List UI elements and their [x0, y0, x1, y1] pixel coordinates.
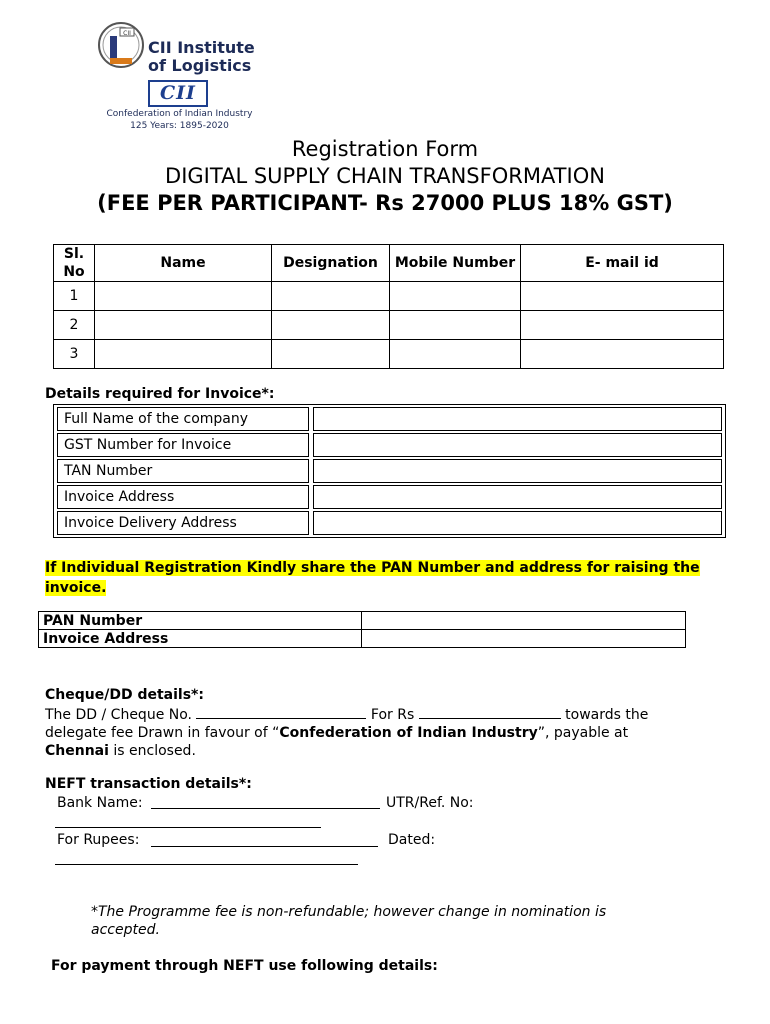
table-row [54, 311, 724, 340]
designation-cell[interactable] [272, 311, 390, 340]
participants-table [53, 244, 724, 369]
gst-number-label: GST Number for Invoice [57, 433, 309, 457]
pan-invoice-address-label: Invoice Address [39, 630, 362, 648]
dated-blank[interactable] [55, 864, 358, 865]
individual-registration-note [45, 557, 735, 597]
table-row [39, 630, 686, 648]
svg-text:CII: CII [123, 30, 131, 37]
cheque-text-2: For Rs [370, 707, 415, 723]
designation-cell[interactable] [272, 340, 390, 369]
logo-title-line1: CII Institute [148, 38, 255, 57]
header-name: Name [95, 245, 272, 282]
dated-label: Dated: [388, 832, 436, 848]
table-row [54, 340, 724, 369]
cheque-text-4: delegate fee Drawn in favour of “ [45, 725, 280, 741]
logo-confederation: Confederation of Indian Industry [106, 109, 253, 119]
company-name-label: Full Name of the company [57, 407, 309, 431]
table-row [39, 612, 686, 630]
payable-city: Chennai [45, 743, 109, 759]
table-row [57, 485, 722, 511]
mobile-cell[interactable] [390, 282, 521, 311]
designation-cell[interactable] [272, 282, 390, 311]
fee-title: (FEE PER PARTICIPANT- Rs 27000 PLUS 18% GST) [97, 191, 673, 215]
logo [92, 18, 267, 136]
cii-badge [148, 80, 208, 107]
bank-name-label: Bank Name: [57, 795, 143, 811]
invoice-address-label: Invoice Address [57, 485, 309, 509]
delivery-address-label: Invoice Delivery Address [57, 511, 309, 535]
name-cell[interactable] [95, 282, 272, 311]
name-cell[interactable] [95, 311, 272, 340]
email-cell[interactable] [521, 282, 724, 311]
row-number: 1 [54, 282, 95, 311]
pan-number-label: PAN Number [39, 612, 362, 630]
invoice-details-table [53, 404, 726, 538]
cheque-heading: Cheque/DD details*: [45, 687, 204, 703]
row-number: 2 [54, 311, 95, 340]
email-cell[interactable] [521, 311, 724, 340]
payee-name: Confederation of Indian Industry [279, 725, 538, 741]
neft-heading: NEFT transaction details*: [45, 776, 252, 792]
header-designation: Designation [272, 245, 390, 282]
mobile-cell[interactable] [390, 340, 521, 369]
email-cell[interactable] [521, 340, 724, 369]
cheque-text [45, 704, 735, 760]
row-number: 3 [54, 340, 95, 369]
tan-number-label: TAN Number [57, 459, 309, 483]
utr-blank[interactable] [55, 827, 321, 828]
invoice-address-field[interactable] [313, 485, 722, 509]
program-title: DIGITAL SUPPLY CHAIN TRANSFORMATION [165, 164, 605, 188]
table-header-row [54, 245, 724, 282]
cheque-number-blank[interactable] [196, 704, 366, 719]
name-cell[interactable] [95, 340, 272, 369]
pan-number-field[interactable] [362, 612, 686, 630]
pan-table [38, 611, 686, 648]
delivery-address-field[interactable] [313, 511, 722, 535]
neft-payment-heading: For payment through NEFT use following details: [51, 958, 438, 974]
rupees-label: For Rupees: [57, 832, 140, 848]
refund-footnote: *The Programme fee is non-refundable; however change in nomination is accepted. [91, 904, 607, 938]
header-mobile: Mobile Number [390, 245, 521, 282]
pan-invoice-address-field[interactable] [362, 630, 686, 648]
table-row [57, 511, 722, 537]
cheque-amount-blank[interactable] [419, 704, 561, 719]
cheque-text-1: The DD / Cheque No. [45, 707, 192, 723]
table-row [57, 459, 722, 485]
bank-name-blank[interactable] [151, 808, 380, 809]
mobile-cell[interactable] [390, 311, 521, 340]
form-title: Registration Form [291, 137, 479, 161]
cheque-text-6: is enclosed. [108, 743, 196, 759]
company-name-field[interactable] [313, 407, 722, 431]
rupees-blank[interactable] [151, 846, 378, 847]
tan-number-field[interactable] [313, 459, 722, 483]
gst-number-field[interactable] [313, 433, 722, 457]
logo-years: 125 Years: 1895-2020 [130, 121, 229, 131]
table-row [57, 407, 722, 433]
individual-note-text: If Individual Registration Kindly share the PAN Number and address for raising the invoice. [45, 560, 700, 596]
cheque-text-5: ”, payable at [537, 725, 629, 741]
cheque-text-3: towards the [565, 707, 649, 723]
utr-label: UTR/Ref. No: [386, 795, 474, 811]
cii-logo-icon [92, 18, 150, 76]
header-email: E- mail id [521, 245, 724, 282]
table-row [54, 282, 724, 311]
logo-title-line2: of Logistics [148, 56, 252, 75]
cii-badge-text: CII [160, 82, 196, 104]
invoice-details-label: Details required for Invoice*: [45, 386, 275, 402]
header-sl-no: Sl. No [54, 245, 95, 282]
table-row [57, 433, 722, 459]
